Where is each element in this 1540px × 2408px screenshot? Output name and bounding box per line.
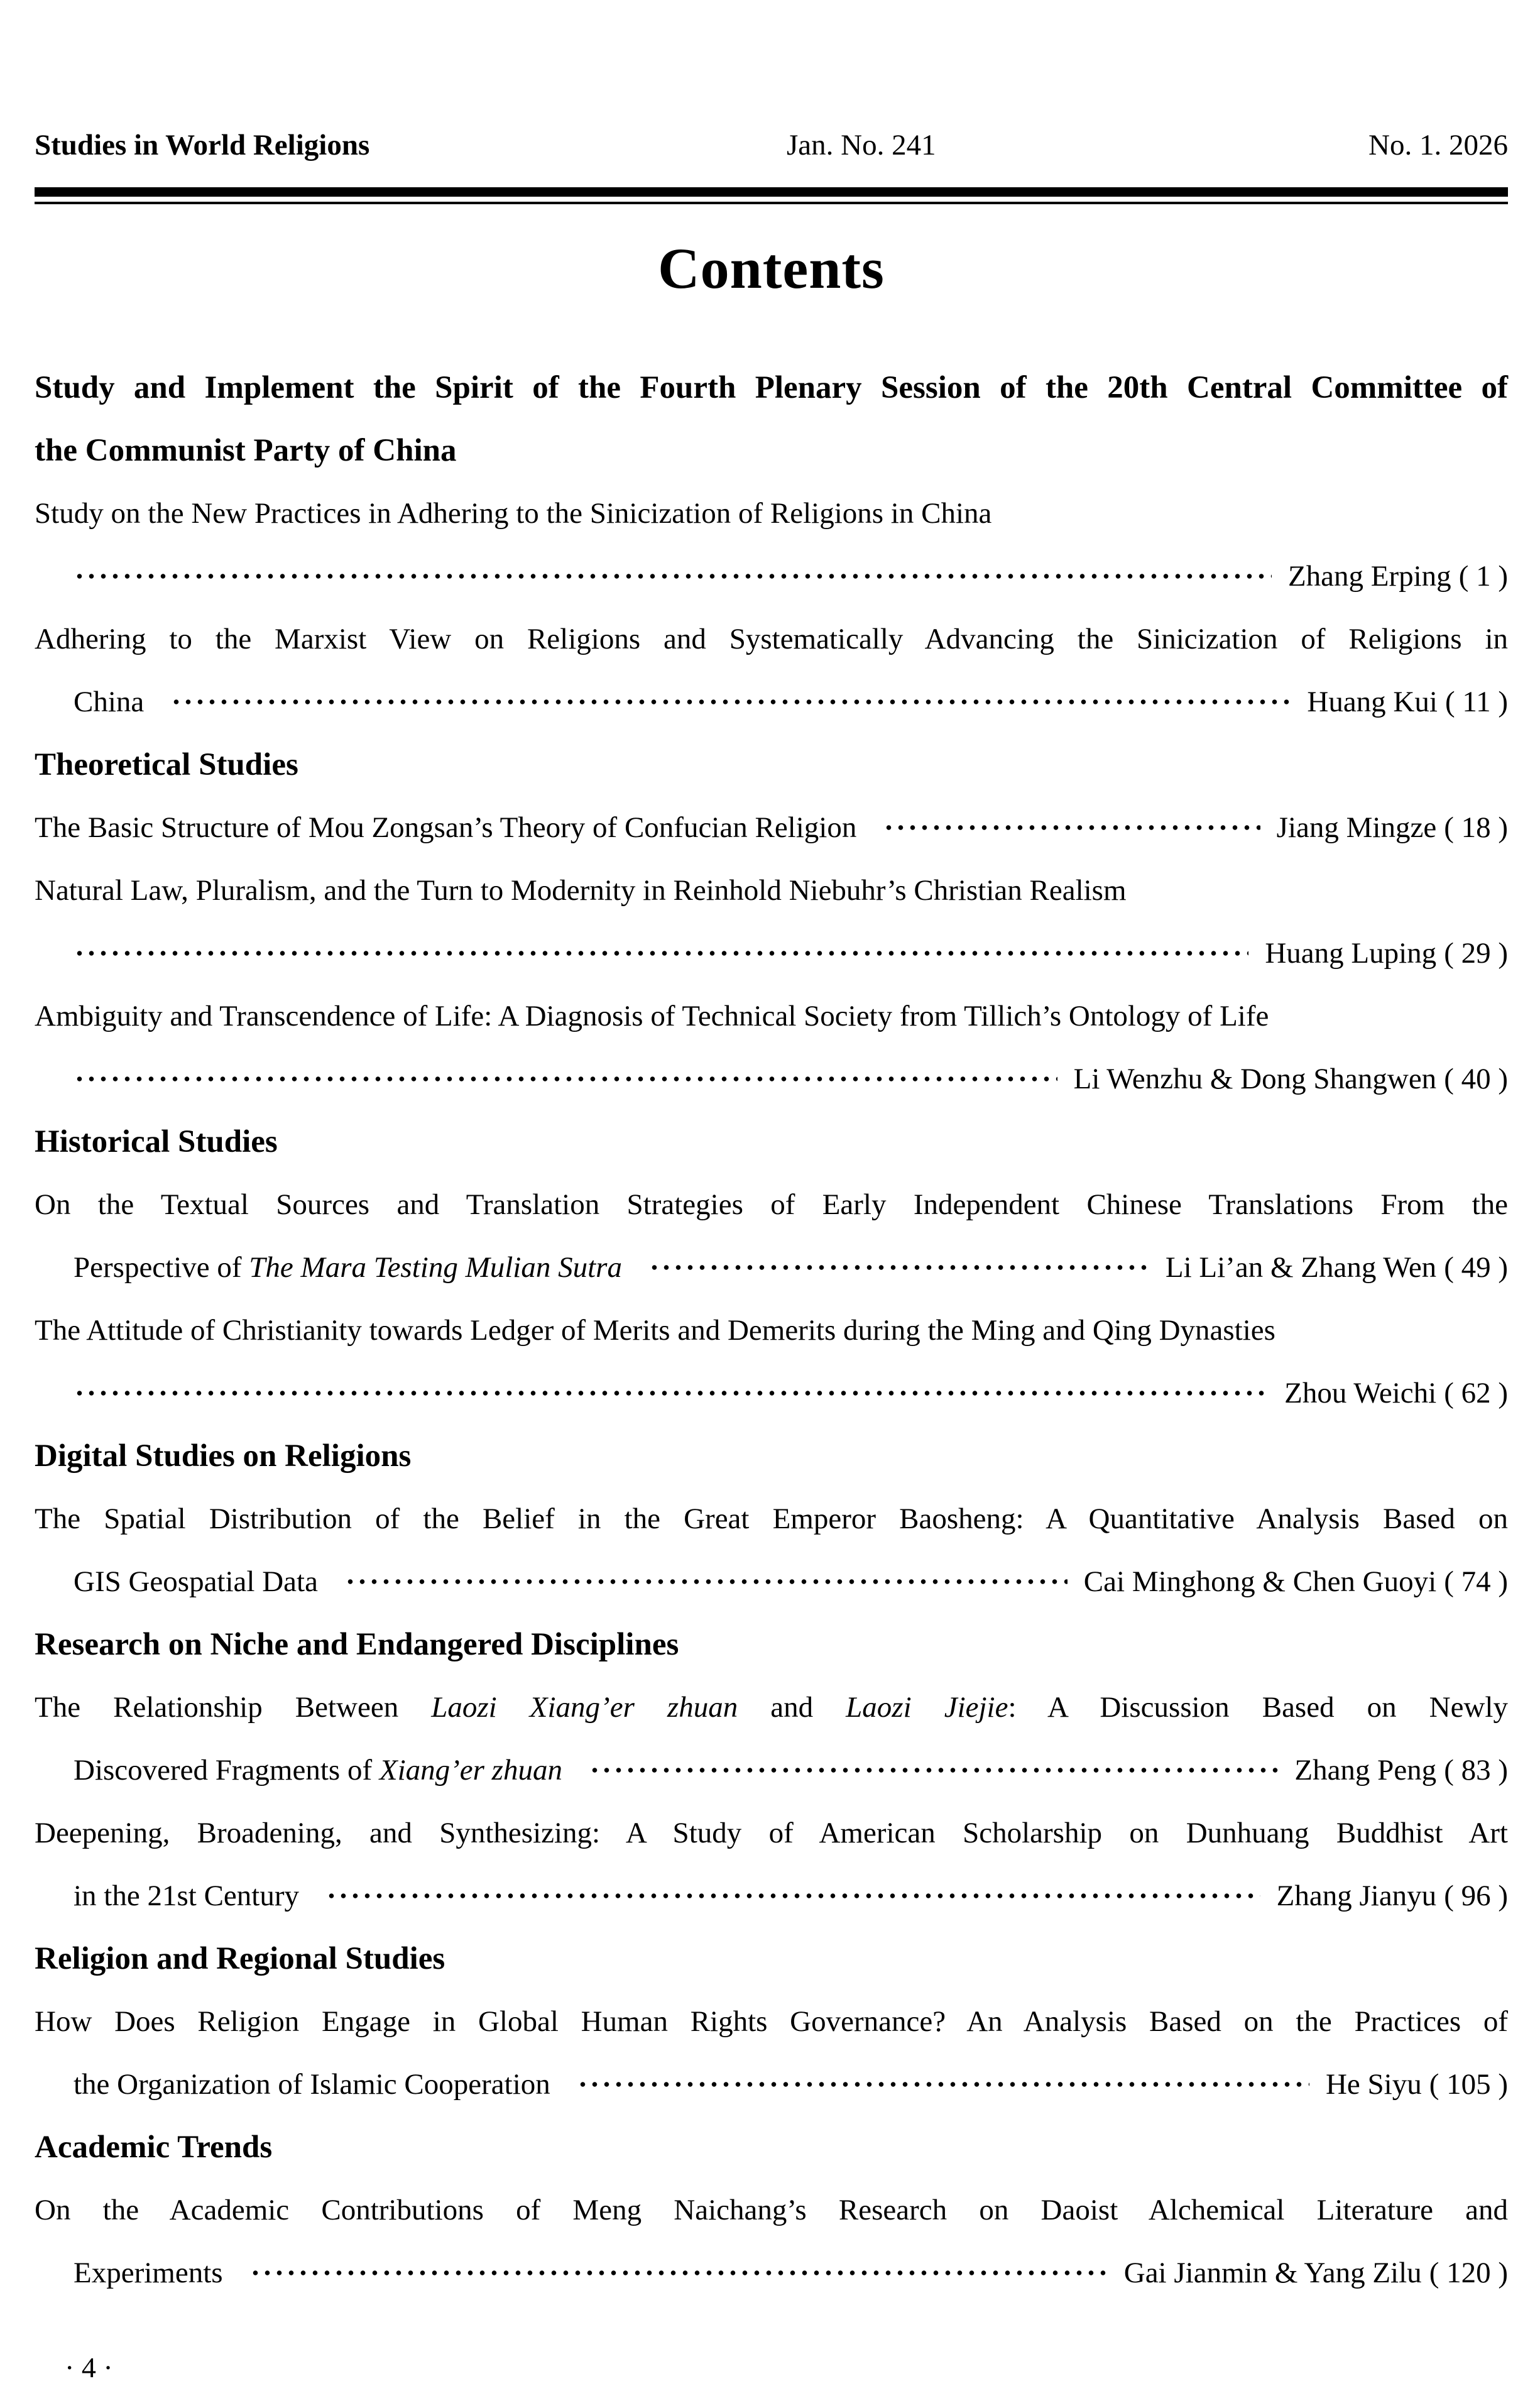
entry-text: How Does Religion Engage in Global Human Rights Governance? An Analysis Based on the Practices of [35, 2005, 1508, 2038]
author-name: He Siyu [1325, 2068, 1422, 2101]
issue-info: Jan. No. 241 [787, 129, 936, 161]
entry-continuation-text [74, 1864, 299, 1927]
entry-text: Historical Studies [35, 1124, 278, 1159]
page-ref: ( 105 ) [1429, 2068, 1508, 2101]
toc-title-line [35, 482, 1508, 545]
italic-book-title: The Mara Testing Mulian Sutra [249, 1251, 622, 1284]
author-name: Zhang Erping [1287, 560, 1451, 593]
entry-text: : A Discussion Based on Newly [1008, 1691, 1508, 1724]
toc-leader-line [35, 1739, 1508, 1802]
author-name: Zhou Weichi [1284, 1377, 1437, 1409]
entry-text: China [74, 686, 145, 718]
toc-leader-line [35, 1864, 1508, 1927]
entry-text: The Attitude of Christianity towards Ledger of Merits and Demerits during the Ming and Qing Dynasties [35, 1314, 1275, 1347]
dot-leader [577, 2079, 1309, 2089]
author-name: Zhang Jianyu [1276, 1880, 1437, 1912]
entry-text: Natural Law, Pluralism, and the Turn to Modernity in Reinhold Niebuhr’s Christian Realism [35, 874, 1127, 907]
entry-text: On the Academic Contributions of Meng Naichang’s Research on Daoist Alchemical Literature and [35, 2194, 1508, 2226]
entry-continuation-text [35, 796, 856, 859]
page-ref: ( 83 ) [1444, 1754, 1508, 1787]
toc-leader-line [35, 922, 1508, 985]
toc-title-line [35, 859, 1508, 922]
entry-text: Experiments [74, 2257, 223, 2289]
dot-leader [74, 1388, 1268, 1398]
entry-text: Theoretical Studies [35, 747, 298, 782]
dot-leader [883, 823, 1260, 833]
dot-leader [648, 1262, 1149, 1272]
toc-leader-line [35, 1550, 1508, 1613]
dot-leader [344, 1577, 1068, 1587]
toc-title-line [35, 1173, 1508, 1236]
entry-text: Discovered Fragments of [74, 1754, 380, 1787]
page-title: Contents [658, 236, 885, 300]
toc-title-line [35, 2179, 1508, 2241]
dot-leader [249, 2268, 1108, 2278]
entry-text: Academic Trends [35, 2130, 273, 2165]
entry-text: On the Textual Sources and Translation Strategies of Early Independent Chinese Translations From the [35, 1188, 1508, 1221]
page-ref: ( 29 ) [1444, 937, 1508, 970]
toc-leader-line [35, 796, 1508, 859]
entry-text: The Basic Structure of Mou Zongsan’s Theory of Confucian Religion [35, 811, 857, 844]
entry-text: Perspective of [74, 1251, 249, 1284]
entry-text: Study and Implement the Spirit of the Fourth Plenary Session of the 20th Central Committee of [35, 370, 1508, 405]
entry-continuation-text [74, 2241, 223, 2304]
author-name: Jiang Mingze [1276, 811, 1437, 844]
entry-text: the Organization of Islamic Cooperation [74, 2068, 550, 2101]
toc-heading-line [35, 1425, 1508, 1487]
journal-title: Studies in World Religions [35, 129, 370, 161]
entry-text: Adhering to the Marxist View on Religions and Systematically Advancing the Sinicization of Religions in [35, 623, 1508, 655]
author-name: Li Li’an & Zhang Wen [1165, 1251, 1437, 1284]
italic-book-title: Laozi Xiang’er zhuan [431, 1691, 738, 1724]
entry-text: Research on Niche and Endangered Disciplines [35, 1627, 679, 1662]
entry-continuation-text [74, 670, 144, 733]
page-ref: ( 120 ) [1429, 2257, 1508, 2289]
divider-rule-thick [35, 187, 1508, 197]
entry-text: The Spatial Distribution of the Belief in the Great Emperor Baosheng: A Quantitative Analysis Based on [35, 1502, 1508, 1535]
page-ref: ( 40 ) [1444, 1063, 1508, 1095]
page-ref: ( 74 ) [1444, 1565, 1508, 1598]
toc-title-line [35, 985, 1508, 1048]
dot-leader [74, 571, 1272, 581]
toc-leader-line [35, 1362, 1508, 1425]
page-number: · 4 · [65, 2351, 113, 2383]
toc-title-line [35, 1676, 1508, 1739]
author-name: Zhang Peng [1294, 1754, 1437, 1787]
entry-continuation-text [74, 1739, 562, 1802]
toc-heading-line [35, 419, 1508, 482]
toc-leader-line [35, 545, 1508, 608]
page-ref: ( 62 ) [1444, 1377, 1508, 1409]
entry-text: Ambiguity and Transcendence of Life: A Diagnosis of Technical Society from Tillich’s Ontology of Life [35, 1000, 1269, 1032]
toc-title-line [35, 1802, 1508, 1864]
toc-title-line [35, 608, 1508, 670]
toc-leader-line [35, 1236, 1508, 1299]
author-name: Huang Kui [1307, 686, 1438, 718]
entry-text: The Relationship Between [35, 1691, 432, 1724]
author-name: Gai Jianmin & Yang Zilu [1123, 2257, 1422, 2289]
entry-continuation-text [74, 1236, 622, 1299]
toc-leader-line [35, 670, 1508, 733]
entry-text: in the 21st Century [74, 1880, 299, 1912]
entry-text: GIS Geospatial Data [74, 1565, 318, 1598]
toc-leader-line [35, 2241, 1508, 2304]
toc-leader-line [35, 2053, 1508, 2116]
entry-text: Study on the New Practices in Adhering to the Sinicization of Religions in China [35, 497, 992, 530]
author-name: Li Wenzhu & Dong Shangwen [1073, 1063, 1437, 1095]
dot-leader [74, 1074, 1057, 1084]
toc-title-line [35, 1990, 1508, 2053]
divider-rule-thin [35, 202, 1508, 204]
entry-continuation-text [74, 2053, 550, 2116]
page-ref: ( 49 ) [1444, 1251, 1508, 1284]
volume-info: No. 1. 2026 [1368, 129, 1508, 161]
page-ref: ( 18 ) [1444, 811, 1508, 844]
toc-title-line [35, 1299, 1508, 1362]
entry-text: Deepening, Broadening, and Synthesizing: A Study of American Scholarship on Dunhuang Buddhist Art [35, 1817, 1508, 1849]
dot-leader [589, 1765, 1278, 1775]
author-name: Cai Minghong & Chen Guoyi [1083, 1565, 1437, 1598]
entry-text: Religion and Regional Studies [35, 1941, 445, 1976]
author-name: Huang Luping [1265, 937, 1437, 970]
page-ref: ( 1 ) [1458, 560, 1508, 593]
italic-book-title: Laozi Jiejie [846, 1691, 1008, 1724]
entry-text: and [738, 1691, 846, 1724]
dot-leader [325, 1891, 1260, 1901]
toc-rows [35, 356, 1508, 2304]
page-ref: ( 96 ) [1444, 1880, 1508, 1912]
toc-heading-line [35, 356, 1508, 419]
dot-leader [170, 697, 1291, 707]
toc-heading-line [35, 2116, 1508, 2179]
toc-leader-line [35, 1048, 1508, 1110]
toc-heading-line [35, 1110, 1508, 1173]
entry-text: Digital Studies on Religions [35, 1438, 412, 1474]
entry-text: the Communist Party of China [35, 433, 457, 468]
dot-leader [74, 948, 1248, 958]
entry-continuation-text [74, 1550, 318, 1613]
toc-heading-line [35, 1927, 1508, 1990]
toc-heading-line [35, 733, 1508, 796]
page-ref: ( 11 ) [1444, 686, 1508, 718]
toc-heading-line [35, 1613, 1508, 1676]
italic-book-title: Xiang’er zhuan [379, 1754, 562, 1787]
toc-title-line [35, 1487, 1508, 1550]
running-head [35, 127, 1508, 163]
